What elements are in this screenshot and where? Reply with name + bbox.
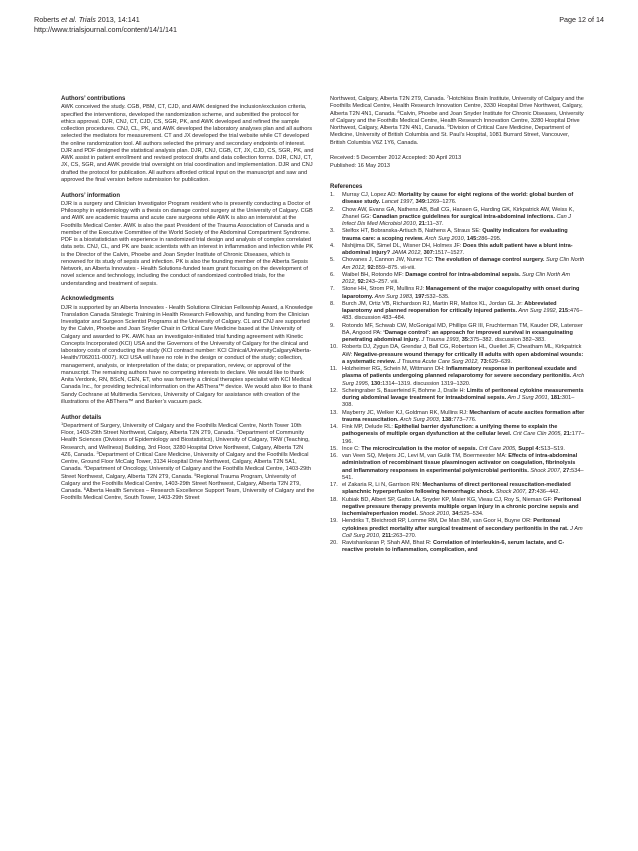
reference-title: Inflammatory response in peritoneal exudate and plasma of patients undergoing planned relaparotomy for severe secondary peritonitis.: [342, 366, 577, 380]
author-details-text-right: [330, 96, 585, 147]
reference-journal: J Am Coll Surg 2010,: [342, 525, 583, 539]
reference-number: 19.: [330, 518, 338, 525]
reference-authors: Murray CJ, Lopez AD:: [342, 192, 399, 198]
reference-body: [342, 228, 585, 243]
reference-body: [342, 301, 585, 323]
received-accepted-line: Received: 5 December 2012 Accepted: 30 April 2013: [330, 155, 462, 162]
reference-journal: Shock 2007,: [494, 489, 529, 496]
reference-authors: Chow AW, Evans GA, Nathens AB, Ball CG, Hansen G, Harding GK, Kirkpatrick AW, Weiss K, Zhanel GG:: [342, 206, 575, 220]
reference-number: 15.: [330, 445, 338, 452]
citation-authors: Roberts: [34, 15, 62, 24]
reference-authors: Scheingraber S, Bauerfeind F, Bohme J, Dralle H:: [342, 387, 467, 394]
affiliation-marker: 2: [236, 428, 239, 433]
affiliation-marker: 9: [447, 123, 450, 128]
reference-journal: Ann Surg 1992,: [517, 308, 559, 314]
right-column: [330, 96, 585, 555]
reference-title: Management of the major coagulopathy with onset during laparotomy.: [342, 286, 580, 300]
reference-body: [342, 323, 585, 345]
reference-number: 3.: [330, 228, 335, 235]
reference-number: 16.: [330, 453, 338, 459]
reference-number: 2.: [330, 206, 335, 213]
reference-volume: 349:: [415, 199, 427, 206]
acknowledgments-title: Acknowledgments: [61, 296, 115, 303]
reference-number: 20.: [330, 540, 338, 546]
published-line: Published: 16 May 2013: [330, 162, 391, 169]
reference-body: [342, 388, 585, 410]
affiliation-text: Department of Critical Care Medicine, University of Calgary and the Foothills Medical Centre, Ground Floor McCaig Tower, 3134 Hospital Drive Northwest, Calgary, Alberta T2N 5A1, Canada.: [61, 451, 309, 473]
reference-item: [330, 410, 585, 425]
reference-authors: Roberts DJ, Zygun DA, Grendar J, Ball CG, Robertson HL, Ouellet JF, Cheatham ML, Kirkpatrick AW:: [342, 344, 582, 358]
reference-pages: 525–534.: [460, 511, 484, 517]
reference-volume: 27:: [528, 489, 537, 496]
information-section: [61, 193, 315, 288]
reference-volume: 130:: [370, 380, 383, 387]
reference-journal: Surg Clin North Am 2012,: [342, 271, 571, 285]
reference-title: Canadian practice guidelines for surgical intra-abdominal infections.: [372, 213, 555, 220]
reference-item: [330, 272, 585, 287]
reference-title: The evolution of damage control surgery.: [434, 257, 545, 264]
affiliation-text: Division of Critical Care Medicine, Department of Medicine, University of British Columbia and St. Paul’s Hospital, 1081 Burrard Street, Vancouver, British Columbia V6Z 1Y6, Canada.: [330, 125, 571, 146]
reference-title: Quality indicators for evaluating trauma care: a scoping review.: [342, 228, 568, 242]
acknowledgments-text: DJR is supported by an Alberta Innovates - Health Solutions Clinician Fellowship Award, a Knowledge Translation Canada Strategic Training in Health Research Fellowship, and funding from the Clinician Investigator and Surgeon Scientist Programs at the University of Calgary. CL and CNJ are supported by the Calvin, Phoebe and Joan Snyder Chair in Critical Care Medicine based at the University of Calgary and awarded to PK. AWK has an investigator-initiated trial funding agreement with Kinetic Concepts Incorporated (KCI) USA and the Governors of the University of Calgary for the clinical and laboratory costs of conducting the study (KCI contract number: KCI Clinical/UniversityCalgaryAlberta-Health/7062011-0007). KCI USA will have no role in the design or conduct of the study; collection, management, analysis, or interpretation of the data; or preparation, review, or approval of the manuscript. The remaining authors have no competing interests to declare. We would like to thank Anita Verdonk, RN, BScN, CEN, ET, who was formerly a clinical therapies specialist with KCI Medical Canada Inc., for providing technical information on the ABThera™ device. We would also like to thank Sandy Cochrane at Multimedia Services, University of Calgary for assistance with creation of the illustrations of the ABThera™ and Barker’s vacuum pack.: [61, 304, 313, 405]
reference-pages: 629–639.: [488, 358, 512, 365]
reference-body: [342, 286, 585, 301]
reference-journal: JAMA 2012,: [390, 250, 424, 256]
reference-item: [330, 497, 585, 519]
reference-body: [342, 482, 585, 497]
reference-authors: Stelfox HT, Bobranska-Artiuch B, Nathens A, Straus SE:: [342, 228, 483, 235]
reference-item: [330, 192, 585, 207]
reference-journal: Arch Surg 2010,: [423, 235, 467, 242]
reference-pages: 1517–1527.: [434, 250, 465, 256]
reference-volume: 35:: [461, 337, 470, 343]
reference-title: Limits of peritoneal cytokine measurements during abdominal lavage treatment for intraabdominal sepsis.: [342, 387, 584, 401]
reference-journal: Crit Care 2005,: [477, 445, 519, 452]
reference-volume: 181:: [550, 395, 562, 401]
reference-authors: el Zakaria R, Li N, Garrison RN:: [342, 482, 423, 488]
affiliation-marker: 7: [446, 94, 449, 99]
affiliation-text: Northwest, Calgary, Alberta T2N 2T9, Canada.: [330, 96, 447, 102]
reference-pages: 263–270.: [393, 532, 417, 539]
reference-pages: 11–37.: [426, 221, 444, 227]
affiliation-marker: 3: [96, 449, 99, 455]
article-dates: [330, 155, 585, 170]
reference-title: Abbreviated laparotomy and planned reoperation for critically injured patients.: [342, 300, 557, 314]
reference-title: Peritoneal cytokines predict mortality after surgical treatment of secondary peritonitis in the rat.: [342, 518, 569, 532]
reference-title: The microcirculation is the motor of sepsis.: [361, 445, 478, 452]
reference-item: [330, 344, 585, 366]
reference-journal: Crit Care Clin 2005,: [511, 431, 564, 438]
reference-item: [330, 424, 585, 446]
affiliation-text: Calvin, Phoebe and Joan Snyder Institute for Chronic Diseases, University of Calgary and the Foothills Medical Centre, Health Research Innovation Centre, 3280 Hospital Drive Northwest, Calgary, Alberta T2N 4N1, Canada.: [330, 110, 584, 131]
reference-journal: Can J Infect Dis Med Microbiol 2010,: [342, 213, 572, 227]
reference-number: 7.: [330, 286, 335, 293]
affiliation-marker: 6: [83, 486, 86, 491]
reference-authors: Mayberry JC, Welker KJ, Goldman RK, Mullins RJ:: [342, 409, 470, 416]
page-number: Page 12 of 14: [559, 15, 604, 24]
reference-number: 5.: [330, 257, 335, 264]
reference-item: [330, 301, 585, 323]
reference-authors: Chovanes J, Cannon JW, Nunez TC:: [342, 257, 435, 264]
reference-number: 13.: [330, 409, 338, 416]
contributions-title: Authors’ contributions: [61, 96, 126, 102]
reference-authors: Holzheimer RG, Schein M, Wittmann DH:: [342, 366, 447, 372]
article-url[interactable]: http://www.trialsjournal.com/content/14/1/141: [34, 24, 178, 34]
reference-title: Epithelial barrier dysfunction: a unifying theme to explain the pathogenesis of multiple organ dysfunction at the cellular level.: [342, 424, 558, 438]
reference-number: 12.: [330, 387, 338, 394]
reference-journal: Shock 2007,: [528, 467, 564, 474]
reference-body: [342, 257, 585, 272]
reference-volume: 307:: [423, 250, 435, 256]
reference-title: Mortality by cause for eight regions of the world: global burden of disease study.: [342, 192, 574, 206]
information-text: DJR is a surgery and Clinician Investigator Program resident who is presently conducting a Doctor of Philosophy in epidemiology with a thesis on damage control surgery at the University of Calgary. CGB and AWK are academic trauma and acute care surgeons while AWK is also an intensivist at the Foothills Medical Center. AWK is also the past President of the Trauma Association of Canada and a member of the Executive Committee of the World Society of the Abdominal Compartment Syndrome. PDF is a biostatistician with experience in randomized trial design and analysis of complex correlated data sets. CNJ, CL, and PK are basic scientists with an interest in inflammation and infection while PK is the Director of the Calvin, Phoebe and Joan Snyder Institute of Chronic Diseases, which is renowned for its study of sepsis and infection. PK is also the founding member of the Alberta Sepsis Network, an Alberta Innovates - Health Solutions-funded team grant focusing on the development of novel science and technology, including the conduct of randomized controlled trials, for the understanding and treatment of sepsis.: [61, 200, 314, 287]
affiliation-marker: 1: [61, 420, 64, 426]
reference-number: 17.: [330, 482, 338, 488]
reference-volume: 215:: [558, 308, 570, 314]
reference-number: 9.: [330, 322, 335, 329]
reference-list: [330, 192, 585, 555]
reference-pages: 375–382. discussion 382–383.: [469, 337, 546, 343]
reference-number: 8.: [330, 300, 335, 307]
reference-pages: 177–196.: [342, 431, 585, 445]
reference-authors: Ravishankaran P, Shah AM, Bhat R:: [342, 540, 434, 546]
reference-journal: J Trauma 1993,: [419, 337, 462, 343]
reference-item: [330, 446, 585, 453]
reference-authors: Stone HH, Strom PR, Mullins RJ:: [342, 286, 426, 293]
reference-item: [330, 388, 585, 410]
affiliation-marker: 8: [397, 108, 400, 114]
reference-body: [342, 446, 585, 453]
reference-authors: Fink MP, Delude RL:: [342, 424, 395, 430]
reference-title: Peritoneal negative pressure therapy prevents multiple organ injury in a chronic porcine sepsis and ischemia/reperfusion model.: [342, 496, 582, 517]
reference-journal: Shock 2010,: [417, 511, 453, 517]
affiliation-text: Alberta Health Services – Research Excellence Support Team, University of Calgary and the Foothills Medical Centre, South Tower, 1403-29th Street: [61, 488, 315, 502]
reference-number: 6.: [330, 271, 335, 278]
reference-body: [342, 192, 585, 207]
reference-body: [342, 366, 585, 388]
reference-item: [330, 540, 585, 555]
reference-title: Damage control for intra-abdominal sepsis.: [405, 271, 521, 278]
reference-pages: 286–295.: [478, 235, 502, 242]
reference-item: [330, 243, 585, 258]
reference-journal: Arch Surg 1995,: [342, 373, 585, 387]
reference-pages: 476–483. discussion 483–484.: [342, 308, 583, 322]
reference-item: [330, 453, 585, 482]
information-title: Authors’ information: [61, 192, 120, 199]
reference-pages: S13–S19.: [540, 445, 565, 452]
reference-volume: 197:: [415, 293, 427, 300]
reference-item: [330, 257, 585, 272]
reference-journal: J Trauma Acute Care Surg 2012,: [395, 358, 481, 365]
reference-body: [342, 497, 585, 519]
reference-item: [330, 518, 585, 540]
affiliation-text: Department of Surgery, University of Calgary and the Foothills Medical Centre, North Tower 10th Floor, 1403-29th Street Northwest, Calgary, Alberta T2N 2T9, Canada.: [61, 422, 302, 436]
reference-body: [342, 410, 585, 425]
reference-title: Negative-pressure wound therapy for critically ill adults with open abdominal wounds: a systematic review.: [342, 351, 584, 365]
affiliation-marker: 5: [194, 471, 197, 477]
reference-pages: 532–535.: [426, 293, 450, 300]
reference-volume: 145:: [466, 235, 479, 242]
reference-item: [330, 323, 585, 345]
reference-volume: 27:: [563, 467, 572, 474]
reference-body: [342, 518, 585, 540]
references-title: References: [330, 183, 363, 190]
acknowledgments-section: [61, 296, 315, 406]
reference-volume: 73:: [480, 358, 489, 365]
reference-item: [330, 366, 585, 388]
reference-volume: 92:: [367, 264, 376, 271]
left-column: [61, 96, 315, 511]
reference-authors: Burch JM, Ortiz VB, Richardson RJ, Martin RR, Mattox KL, Jordan GL Jr:: [342, 300, 525, 307]
contributions-text: AWK conceived the study. CGB, PBM, CT, CJD, and AWK designed the inclusion/exclusion criteria, specified the interventions, developed the randomization scheme, and submitted the protocol for ethics approval. DJR, CNJ, CT, CJD, CS, SGR, PK, and AWK developed and refined the sample collection procedures. CNJ, CL, PK, and AWK developed the laboratory analyses plan and all authors selected the mediators for measurement. CT and JX developed the trial website while CT developed the online randomization tool. All authors selected the primary and secondary endpoints of interest. DJR and PDF designed the statistical analysis plan. DJR, CNJ, CGB, CT, JX, CJD, CS, SGR, PK, and AWK assist in patient enrollment and revised protocol drafts and data collection forms. DJR, CNJ, CT, JX, CS, SGR, and AWK provide trial oversight on trial coordination and implementation. DJR and CNJ drafted the protocol for publication. All authors afforded critical input on the manuscript and saw and approved the final version before submission for publication.: [61, 104, 314, 183]
references-section: [330, 184, 585, 555]
reference-title: Mechanism of acute ascites formation after trauma resuscitation.: [342, 409, 585, 423]
reference-volume: 21:: [418, 221, 427, 227]
reference-authors: Ince C:: [342, 445, 362, 452]
reference-volume: 92:: [357, 279, 366, 285]
reference-volume: 21:: [563, 431, 572, 438]
reference-volume: 138:: [441, 416, 454, 423]
affiliation-text: Department of Community Health Sciences (Divisions of Epidemiology and Biostatistics), University of Calgary, TRW (Teaching, Research, and Wellness) Building, 3rd Floor, 3280 Hospital Drive Northwest, Calgary, Alberta T2N 4Z6, Canada.: [61, 430, 310, 458]
reference-journal: Ann Surg 1983,: [373, 293, 416, 300]
author-details-text-left: [61, 420, 315, 503]
reference-journal: Surg Clin North Am 2012,: [342, 257, 585, 271]
citation-journal: et al. Trials: [61, 15, 96, 24]
reference-pages: 534–541.: [342, 467, 584, 481]
reference-authors: Kubiak BD, Albert SP, Gatto LA, Snyder KP, Maier KG, Vieau CJ, Roy S, Nieman GF:: [342, 496, 555, 503]
reference-item: [330, 286, 585, 301]
affiliation-marker: 4: [83, 464, 86, 470]
reference-number: 18.: [330, 496, 338, 503]
reference-item: [330, 207, 585, 229]
reference-authors: Hendriks T, Bleichrodt RP, Lomme RM, De Man BM, van Goor H, Buyne OR:: [342, 518, 534, 525]
reference-body: [342, 424, 585, 446]
reference-pages: 859–875. vii-viii.: [375, 264, 416, 271]
reference-pages: 1314–1319. discussion 1319–1320.: [382, 380, 471, 387]
running-header: [34, 15, 177, 34]
reference-body: [342, 272, 585, 287]
reference-authors: Rotondo MF, Schwab CW, McGonigal MD, Phillips GR III, Fruchterman TM, Kauder DR, Latenser BA, Angood PA:: [342, 322, 583, 336]
reference-volume: 34:: [452, 511, 461, 517]
reference-journal: Lancet 1997,: [380, 199, 416, 206]
reference-body: [342, 453, 585, 482]
reference-authors: van Veen SQ, Meijers JC, Levi M, van Gulik TM, Boermeester MA:: [342, 453, 509, 459]
reference-number: 4.: [330, 242, 335, 249]
author-details-title: Author details: [61, 414, 102, 421]
reference-pages: 773–776.: [453, 416, 477, 423]
reference-number: 14.: [330, 424, 338, 430]
affiliation-text: Regional Trauma Program, University of Calgary and the Foothills Medical Centre, 1403-29th Street Northwest, Calgary, Alberta T2N 2T9, Canada.: [61, 473, 301, 494]
reference-authors: Waibel BH, Rotondo MF:: [342, 271, 406, 278]
reference-body: [342, 207, 585, 229]
reference-pages: 243–257. viii.: [365, 279, 399, 285]
reference-pages: 436–442.: [536, 489, 560, 496]
reference-title: Mechanisms of direct peritoneal resuscitation-mediated splanchnic hyperperfusion following hemorrhagic shock.: [342, 482, 571, 496]
reference-title: Does this adult patient have a blunt intra-abdominal injury?: [342, 242, 573, 256]
reference-journal: Arch Surg 2003,: [398, 416, 442, 423]
reference-volume: 211:: [382, 532, 394, 539]
reference-authors: Nishijima DK, Simel DL, Wisner DH, Holmes JF:: [342, 242, 463, 249]
reference-title: Effects of intra-abdominal administration of recombinant tissue plasminogen activator on coagulation, fibrinolysis and inflammatory responses in experimental polymicrobial peritonitis.: [342, 453, 578, 474]
affiliation-text: Department of Oncology, University of Calgary and the Foothills Medical Centre, 1403-29th Street Northwest, Calgary, Alberta T2N 2T9, Canada.: [61, 466, 311, 480]
reference-volume: Suppl 4:: [518, 445, 541, 452]
reference-pages: 1269–1276.: [426, 199, 457, 206]
reference-number: 11.: [330, 366, 338, 372]
reference-pages: 301–308.: [342, 395, 575, 409]
affiliation-text: Hotchkiss Brain Institute, University of Calgary and the Foothills Medical Centre, Health Research Innovation Centre, 3330 Hospital Drive Northwest, Calgary, Alberta T2N 4N1, Canada.: [330, 96, 584, 117]
reference-item: [330, 482, 585, 497]
reference-journal: Am J Surg 2001,: [506, 395, 551, 401]
author-details-section: [61, 415, 315, 503]
contributions-section: [61, 96, 315, 184]
reference-body: [342, 540, 585, 555]
reference-body: [342, 243, 585, 258]
reference-number: 1.: [330, 192, 335, 198]
reference-title: ‘Damage control’: an approach for improved survival in exsanguinating penetrating abdominal injury.: [342, 329, 573, 343]
citation-line: [34, 15, 177, 25]
reference-title: Correlation of interleukin-6, serum lactate, and C-reactive protein to inflammation, complication, and: [342, 540, 565, 554]
reference-item: [330, 228, 585, 243]
citation-year-volume: 2013, 14:141: [95, 15, 140, 24]
reference-body: [342, 344, 585, 366]
reference-number: 10.: [330, 344, 338, 351]
